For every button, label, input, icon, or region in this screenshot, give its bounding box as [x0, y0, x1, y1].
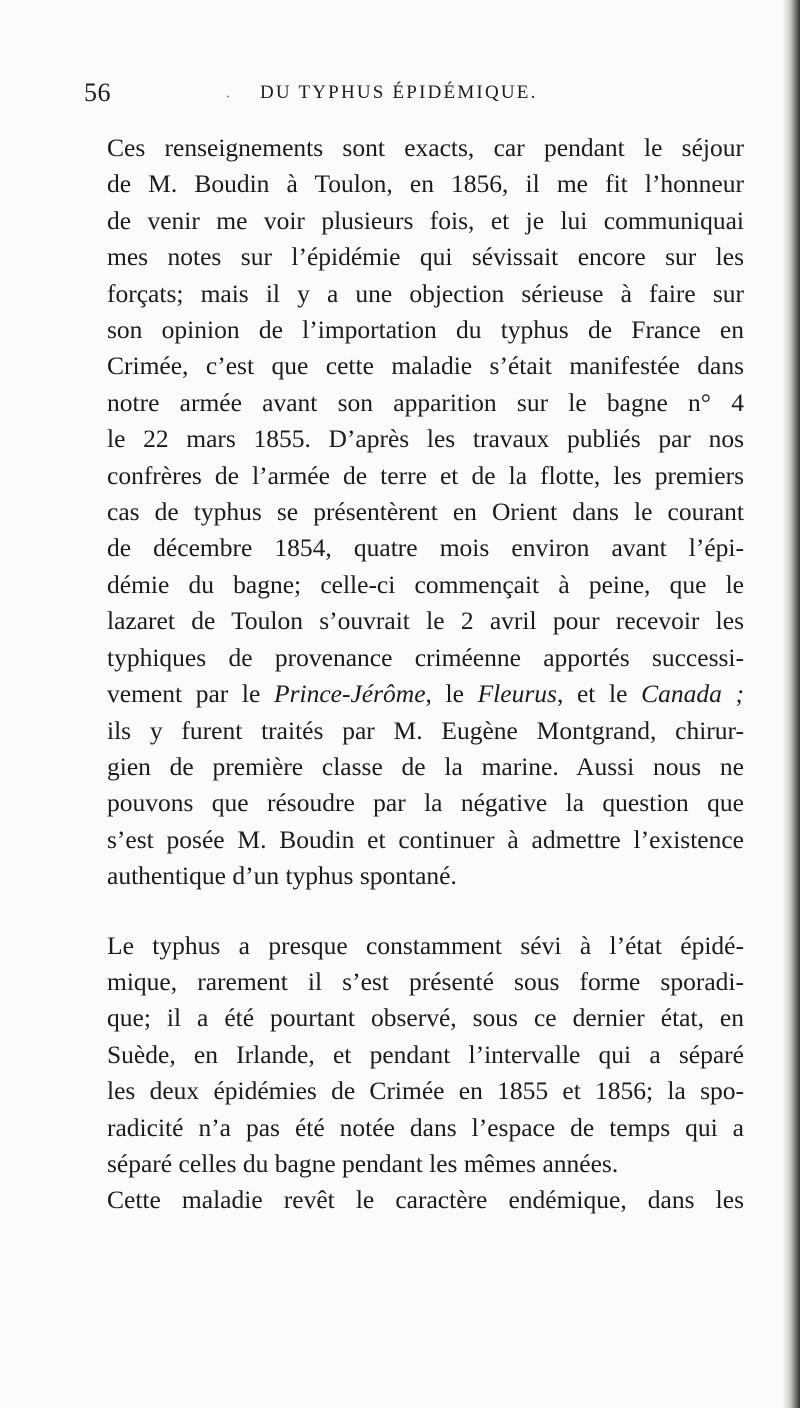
paragraph-3 — [84, 1182, 744, 1218]
text-line: radicité n’a pas été notée dans l’espace de temps qui a — [107, 1112, 744, 1142]
page-header — [84, 78, 744, 114]
text-line: Ces renseignements sont exacts, car pendant le séjour — [107, 133, 744, 162]
text-line: mique, rarement il s’est présenté sous forme sporadi- — [107, 966, 744, 996]
ship-name-canada: Canada ; — [641, 679, 744, 709]
text-fragment: , le — [425, 679, 478, 709]
text-line: s’est posée M. Boudin et continuer à admettre l’existence — [107, 824, 744, 854]
text-line: de décembre 1854, quatre mois environ avant l’épi- — [107, 533, 744, 563]
text-line: gien de première classe de la marine. Aussi nous ne — [107, 751, 744, 781]
ship-name-prince-jerome: Prince-Jérôme — [274, 679, 426, 709]
text-line: les deux épidémies de Crimée en 1855 et 1856; la spo- — [107, 1076, 744, 1106]
text-line: Crimée, c’est que cette maladie s’était manifestée dans — [107, 351, 744, 381]
text-line: séparé celles du bagne pendant les mêmes années. — [107, 1148, 619, 1178]
text-line: lazaret de Toulon s’ouvrait le 2 avril pour recevoir les — [107, 606, 744, 636]
paragraph-2 — [84, 928, 744, 1183]
text-line: typhiques de provenance criméenne apportés successi- — [107, 642, 744, 672]
text-line: forçats; mais il y a une objection sérieuse à faire sur — [107, 278, 744, 308]
text-line: Cette maladie revêt le caractère endémique, dans les — [107, 1185, 744, 1215]
running-title: DU TYPHUS ÉPIDÉMIQUE. — [260, 82, 538, 103]
text-line: le 22 mars 1855. D’après les travaux publiés par nos — [107, 424, 744, 454]
text-line: Suède, en Irlande, et pendant l’intervalle qui a séparé — [107, 1039, 744, 1069]
text-line: authentique d’un typhus spontané. — [107, 861, 457, 891]
text-line: de venir me voir plusieurs fois, et je lui communiquai — [107, 205, 744, 235]
text-fragment: vement par le — [107, 679, 274, 709]
text-fragment: , et le — [556, 679, 642, 709]
text-line: Le typhus a presque constamment sévi à l’état épidé- — [107, 930, 744, 960]
text-line: notre armée avant son apparition sur le bagne n° 4 — [107, 387, 744, 417]
text-line: que; il a été pourtant observé, sous ce dernier état, en — [107, 1003, 744, 1033]
page-edge-shadow — [782, 0, 800, 1408]
text-line: confrères de l’armée de terre et de la flotte, les premiers — [107, 460, 744, 490]
header-tick-mark: ˏ — [226, 84, 230, 98]
text-line: ils y furent traités par M. Eugène Montgrand, chirur- — [107, 715, 744, 745]
text-line: de M. Boudin à Toulon, en 1856, il me fit l’honneur — [107, 169, 744, 199]
text-line: mes notes sur l’épidémie qui sévissait encore sur les — [107, 242, 744, 272]
text-line: son opinion de l’importation du typhus de France en — [107, 315, 744, 345]
paragraph-1 — [84, 130, 744, 895]
text-line: démie du bagne; celle-ci commençait à peine, que le — [107, 569, 744, 599]
body-text — [84, 130, 744, 1219]
page-number: 56 — [84, 78, 111, 107]
text-line-ship-names — [84, 676, 744, 712]
ship-name-fleurus: Fleurus — [477, 679, 557, 709]
text-line: cas de typhus se présentèrent en Orient dans le courant — [107, 497, 744, 527]
text-line: pouvons que résoudre par la négative la question que — [107, 788, 744, 818]
